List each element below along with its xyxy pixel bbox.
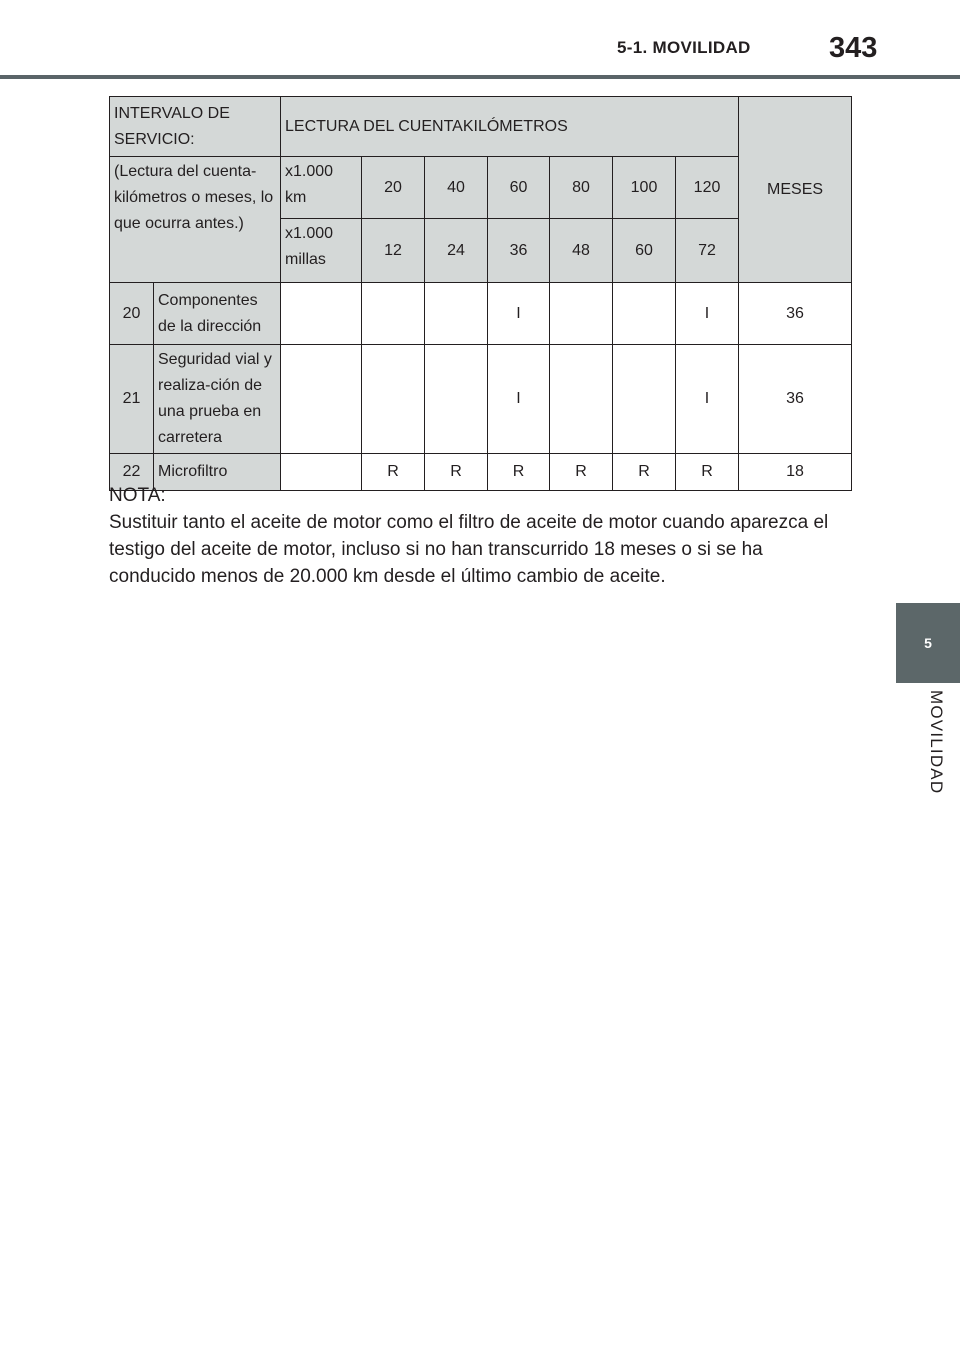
schedule-cell: R bbox=[425, 454, 488, 491]
mile-value: 72 bbox=[676, 219, 739, 283]
section-title: 5-1. MOVILIDAD bbox=[617, 38, 751, 57]
km-value: 80 bbox=[550, 157, 613, 219]
km-value: 20 bbox=[362, 157, 425, 219]
mile-unit: x1.000 millas bbox=[281, 219, 362, 283]
schedule-cell bbox=[425, 345, 488, 454]
chapter-tab-number: 5 bbox=[896, 603, 960, 683]
mile-value: 12 bbox=[362, 219, 425, 283]
note-label: NOTA: bbox=[109, 485, 166, 506]
km-value: 100 bbox=[613, 157, 676, 219]
row-months: 18 bbox=[739, 454, 852, 491]
km-value: 120 bbox=[676, 157, 739, 219]
row-number: 21 bbox=[110, 345, 154, 454]
row-number: 22 bbox=[110, 454, 154, 491]
reading-note: (Lectura del cuenta-kilómetros o meses, lo que ocurra antes.) bbox=[110, 157, 281, 283]
row-months: 36 bbox=[739, 345, 852, 454]
schedule-cell bbox=[550, 345, 613, 454]
row-item: Seguridad vial y realiza-ción de una prueba en carretera bbox=[154, 345, 281, 454]
page-number: 343 bbox=[829, 32, 878, 64]
schedule-cell bbox=[613, 345, 676, 454]
km-value: 40 bbox=[425, 157, 488, 219]
interval-label: INTERVALO DE SERVICIO: bbox=[110, 97, 281, 157]
schedule-cell: I bbox=[488, 283, 550, 345]
row-number: 20 bbox=[110, 283, 154, 345]
table-row bbox=[110, 454, 852, 491]
table-row bbox=[110, 283, 852, 345]
empty-cell bbox=[281, 345, 362, 454]
schedule-cell: R bbox=[488, 454, 550, 491]
schedule-cell: R bbox=[613, 454, 676, 491]
mile-value: 60 bbox=[613, 219, 676, 283]
reading-label: LECTURA DEL CUENTAKILÓMETROS bbox=[281, 97, 739, 157]
schedule-cell bbox=[425, 283, 488, 345]
mile-value: 36 bbox=[488, 219, 550, 283]
chapter-tab-label: MOVILIDAD bbox=[927, 690, 946, 795]
mile-value: 48 bbox=[550, 219, 613, 283]
schedule-cell: R bbox=[676, 454, 739, 491]
schedule-cell bbox=[613, 283, 676, 345]
mile-value: 24 bbox=[425, 219, 488, 283]
schedule-cell bbox=[362, 345, 425, 454]
km-value: 60 bbox=[488, 157, 550, 219]
header-divider bbox=[0, 75, 960, 79]
maintenance-schedule-table bbox=[109, 96, 852, 491]
row-item: Microfiltro bbox=[154, 454, 281, 491]
schedule-cell bbox=[362, 283, 425, 345]
schedule-cell: I bbox=[676, 345, 739, 454]
row-months: 36 bbox=[739, 283, 852, 345]
schedule-cell: I bbox=[488, 345, 550, 454]
months-header: MESES bbox=[739, 97, 852, 283]
empty-cell bbox=[281, 454, 362, 491]
schedule-cell bbox=[550, 283, 613, 345]
note-text: Sustituir tanto el aceite de motor como el filtro de aceite de motor cuando aparezca el testigo del aceite de motor, incluso si no han transcurrido 18 meses o si se ha conducido menos de 20.000 km desde el último cambio de aceite. bbox=[109, 512, 829, 587]
schedule-cell: R bbox=[362, 454, 425, 491]
empty-cell bbox=[281, 283, 362, 345]
table-row bbox=[110, 345, 852, 454]
row-item: Componentes de la dirección bbox=[154, 283, 281, 345]
schedule-cell: I bbox=[676, 283, 739, 345]
km-unit: x1.000 km bbox=[281, 157, 362, 219]
schedule-cell: R bbox=[550, 454, 613, 491]
